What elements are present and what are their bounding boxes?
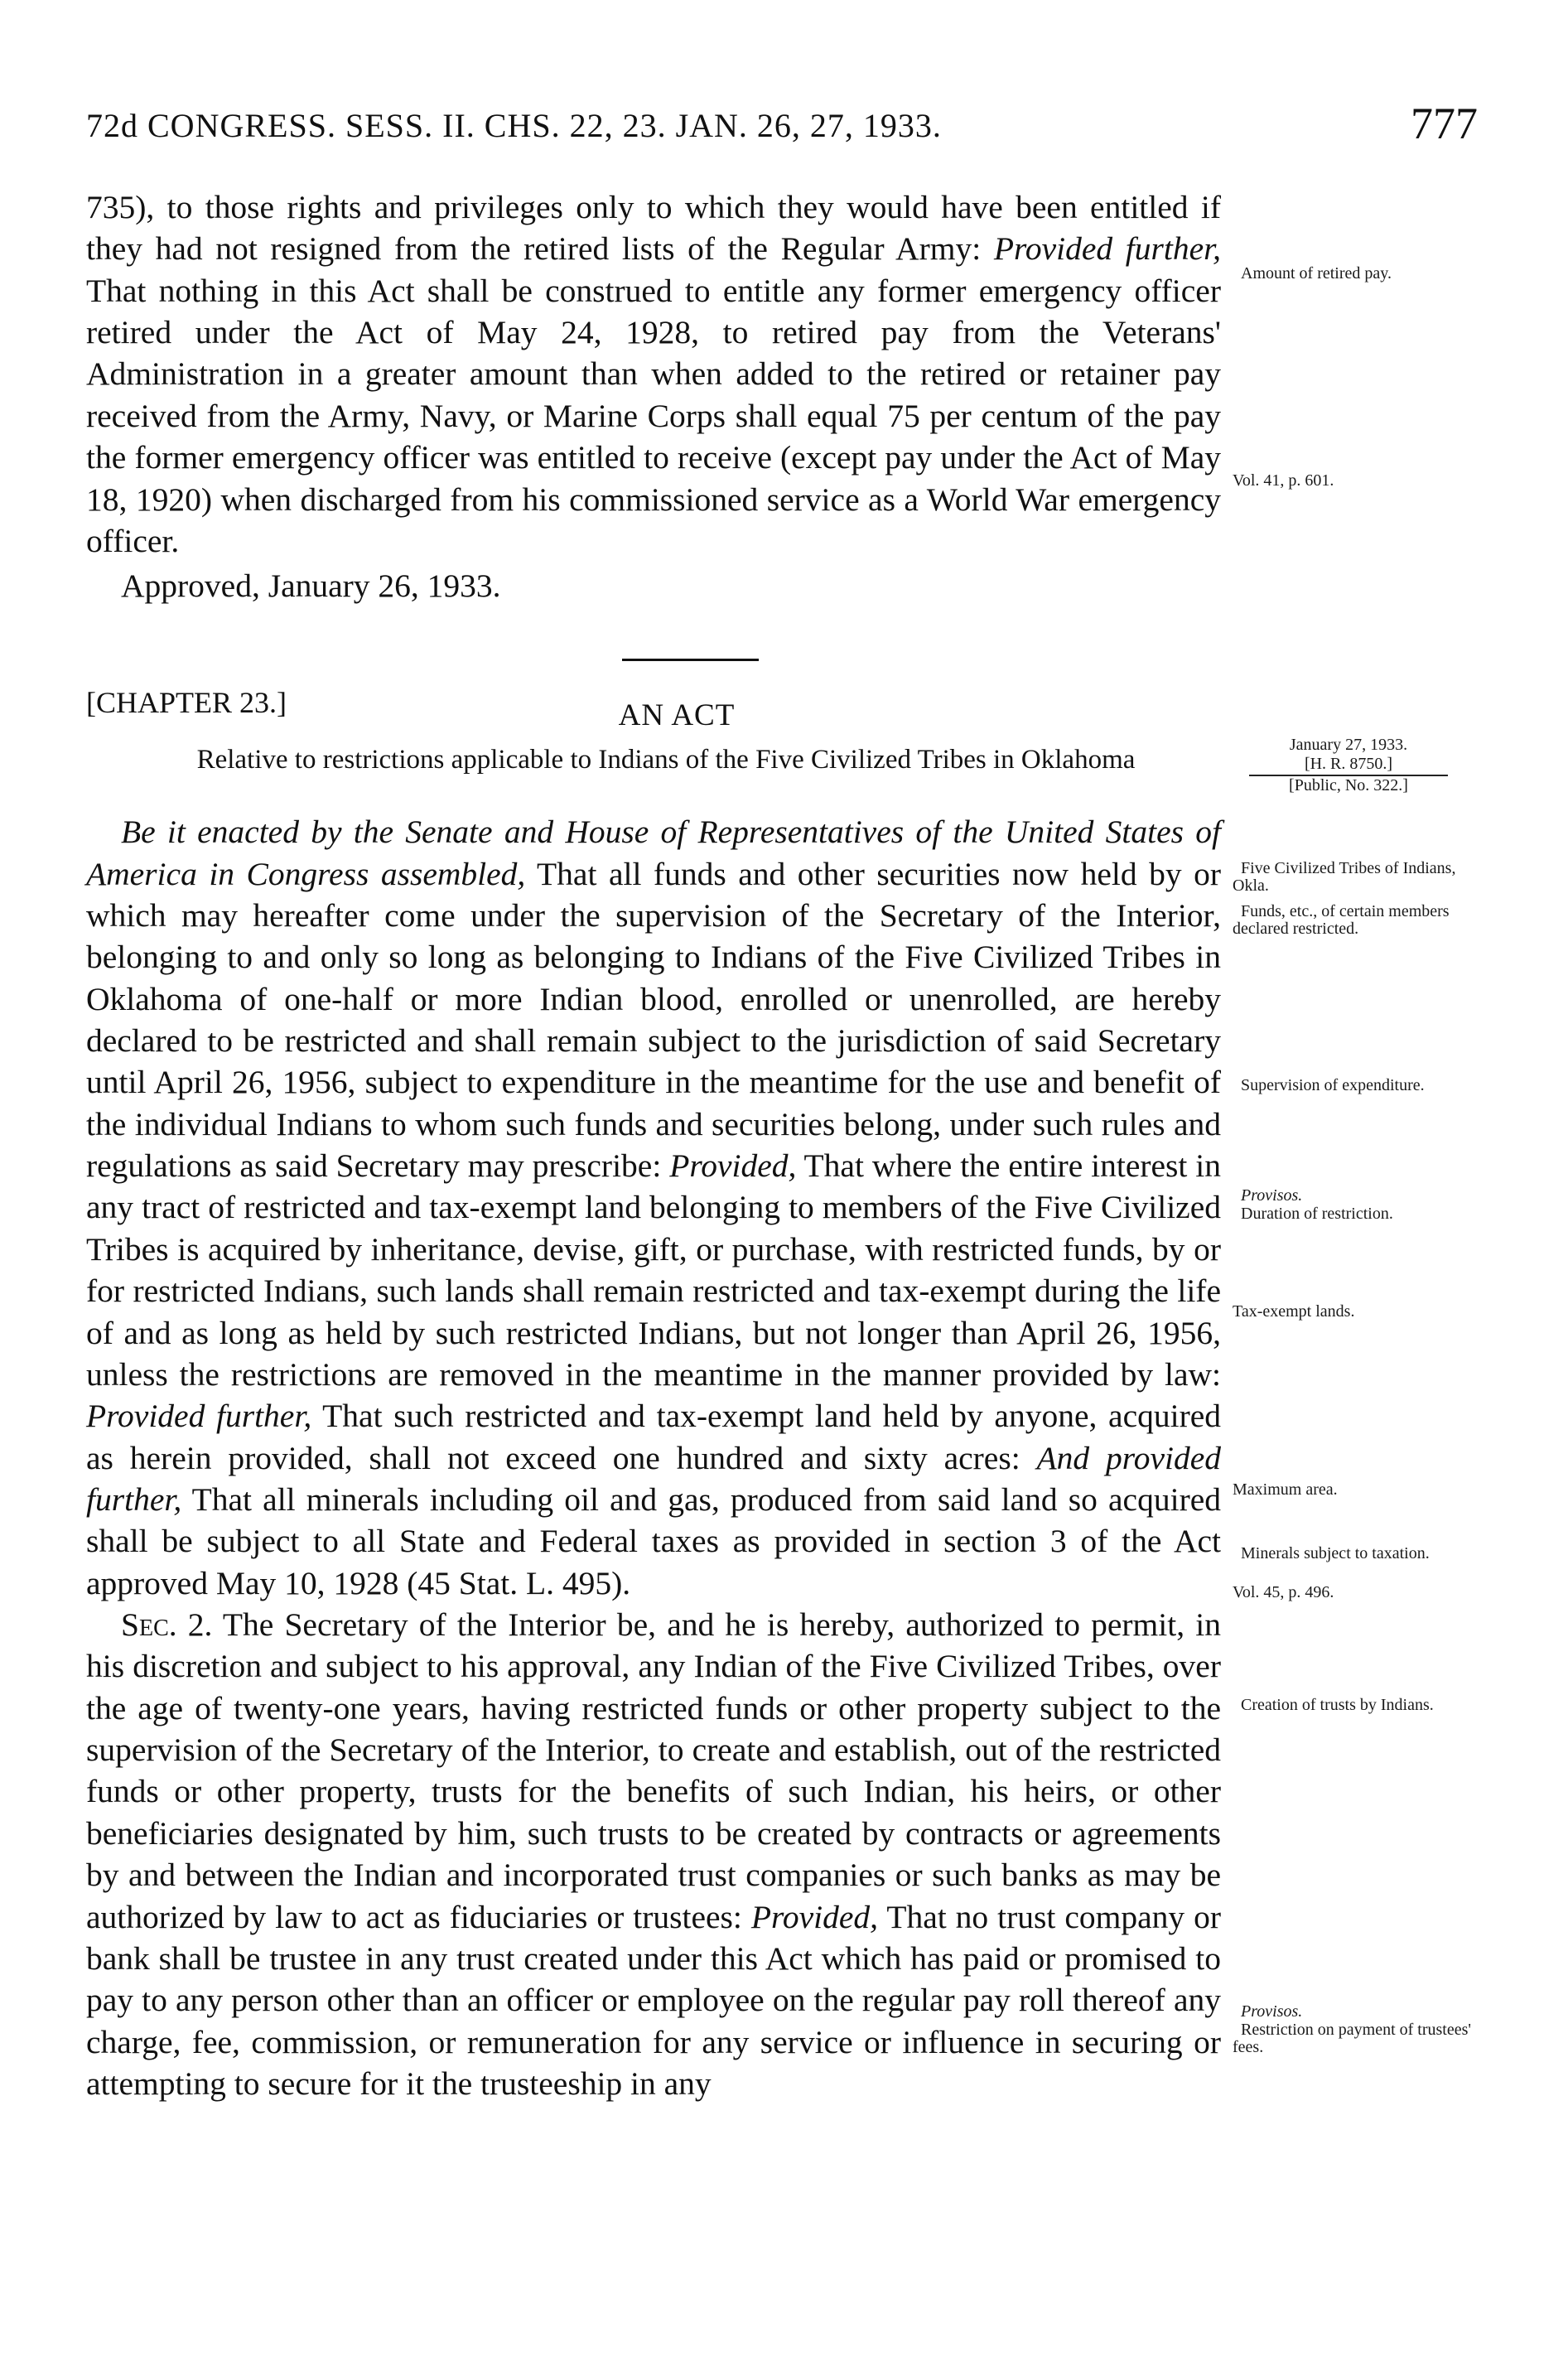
- enacting-clause: Be it enacted by the Senate and House of Representatives of the United States of America in Congress assembled,: [86, 814, 1221, 892]
- proviso-italic: Provided further,: [993, 230, 1222, 268]
- running-head: 72d CONGRESS. SESS. II. CHS. 22, 23. JAN. 26, 27, 1933.: [86, 107, 942, 144]
- margin-note-minerals: Minerals subject to taxation.: [1241, 1544, 1430, 1562]
- bill-date: January 27, 1933.: [1289, 736, 1408, 754]
- provisos-label: Provisos.: [1241, 2002, 1303, 2021]
- act-title: Relative to restrictions applicable to Indians of the Five Civilized Tribes in Oklahoma: [196, 744, 1136, 775]
- margin-note-provisos-1: [1233, 1187, 1481, 1205]
- margin-note-provisos-2: [1233, 2003, 1481, 2021]
- margin-note-maximum-area: Maximum area.: [1233, 1480, 1338, 1499]
- text-run: That where the entire interest in any tract of restricted and tax-exempt land belonging to members of the Five Civilized Tribes is acquired by inheritance, devise, gift, or purchase, with restricted funds, by or for restricted Indians, such lands shall remain restricted and tax-exempt during the life of and as long as held by such restricted Indians, but not longer than April 26, 1956, unless the restrictions are removed in the meantime in the manner provided by law:: [86, 1147, 1221, 1393]
- proviso-italic: And provided further,: [86, 1439, 1221, 1518]
- bill-number: [H. R. 8750.]: [1249, 755, 1448, 776]
- public-law-number: [Public, No. 322.]: [1289, 776, 1408, 794]
- section-label: Sec. 2.: [121, 1606, 213, 1644]
- proviso-italic: Provided further,: [86, 1398, 312, 1435]
- act-heading: AN ACT: [618, 698, 736, 732]
- text-run: The Secretary of the Interior be, and he is hereby, authorized to permit, in his discretion and subject to his approval, any Indian of the Five Civilized Tribes, over the age of twenty-one years, having restricted funds or other property subject to the supervision of the Secretary of the Interior, to create and establish, out of the restricted funds or other property, trusts for the benefits of such Indian, his heirs, or other beneficiaries designated by him, such trusts to be created by contracts or agreements by and between the Indian and incorporated trust companies or such banks as may be authorized by law to act as fiduciaries or trustees:: [86, 1606, 1221, 1935]
- section-divider: [622, 659, 759, 661]
- proviso-italic: Provided,: [669, 1147, 797, 1185]
- approval-line: Approved, January 26, 1933.: [121, 567, 501, 605]
- margin-note-amount-retired-pay: Amount of retired pay.: [1241, 264, 1392, 283]
- chapter-heading-row: [86, 678, 1221, 732]
- margin-note-supervision: Supervision of expenditure.: [1241, 1076, 1425, 1094]
- main-text: [86, 186, 1221, 2104]
- section-2: [86, 1604, 1221, 2104]
- page-header: [86, 98, 1478, 156]
- text-run: That nothing in this Act shall be construed to entitle any former emergency officer retired under the Act of May 24, 1928, to retired pay from the Veterans' Administration in a greater amount than when added to the retired or retainer pay received from the Army, Navy, or Marine Corps shall equal 75 per centum of the pay the former emergency officer was entitled to receive (except pay under the Act of May 18, 1920) when discharged from his commissioned service as a World War emergency officer.: [86, 272, 1221, 559]
- margin-note-funds-restricted: Funds, etc., of certain members declared restricted.: [1233, 902, 1450, 938]
- text-run: That such restricted and tax-exempt land held by anyone, acquired as herein provided, shall not exceed one hundred and sixty acres:: [86, 1398, 1222, 1476]
- text-run: That all funds and other securities now held by or which may hereafter come under the supervision of the Secretary of the Interior, belonging to and only so long as belonging to Indians of the Five Civilized Tribes in Oklahoma of one-half or more Indian blood, enrolled or unenrolled, are hereby declared to be restricted and shall remain subject to the jurisdiction of said Secretary until April 26, 1956, subject to expenditure in the meantime for the use and benefit of the individual Indians to whom such funds and securities belong, under such rules and regulations as said Secretary may prescribe:: [86, 855, 1221, 1185]
- margin-note-tax-exempt: Tax-exempt lands.: [1233, 1302, 1355, 1321]
- margin-note-duration: Duration of restriction.: [1241, 1205, 1393, 1223]
- margin-note-vol41: Vol. 41, p. 601.: [1233, 471, 1334, 490]
- text-run: 735), to those rights and privileges only to which they would have been entitled if they had not resigned from the retired lists of the Regular Army:: [86, 189, 1221, 268]
- section-1: [86, 811, 1221, 1604]
- text-run: That all minerals including oil and gas, produced from said land so acquired shall be subject to all State and Federal taxes as provided in section 3 of the Act approved May 10, 1928 (45 Stat. L. 495).: [86, 1480, 1221, 1601]
- margin-note-trusts: Creation of trusts by Indians.: [1241, 1696, 1434, 1714]
- margin-note-five-tribes: Five Civilized Tribes of Indians, Okla.: [1233, 859, 1456, 895]
- margin-note-restriction-fees: Restriction on payment of trustees' fees.: [1233, 2021, 1471, 2056]
- proviso-italic: Provided,: [750, 1898, 879, 1935]
- margin-note-vol45: Vol. 45, p. 496.: [1233, 1583, 1334, 1601]
- bill-reference: [1249, 736, 1448, 795]
- chapter-label: [CHAPTER 23.]: [86, 685, 287, 719]
- text-run: That no trust company or bank shall be trustee in any trust created under this Act which has paid or promised to pay to any person other than an officer or employee on the regular pay roll thereof any charge, fee, commission, or remuneration for any service or influence in securing or attempting to secure for it the trusteeship in any: [86, 1898, 1221, 2102]
- paragraph-continuation: [86, 186, 1221, 562]
- page-number: 777: [1411, 99, 1478, 148]
- provisos-label: Provisos.: [1241, 1186, 1303, 1205]
